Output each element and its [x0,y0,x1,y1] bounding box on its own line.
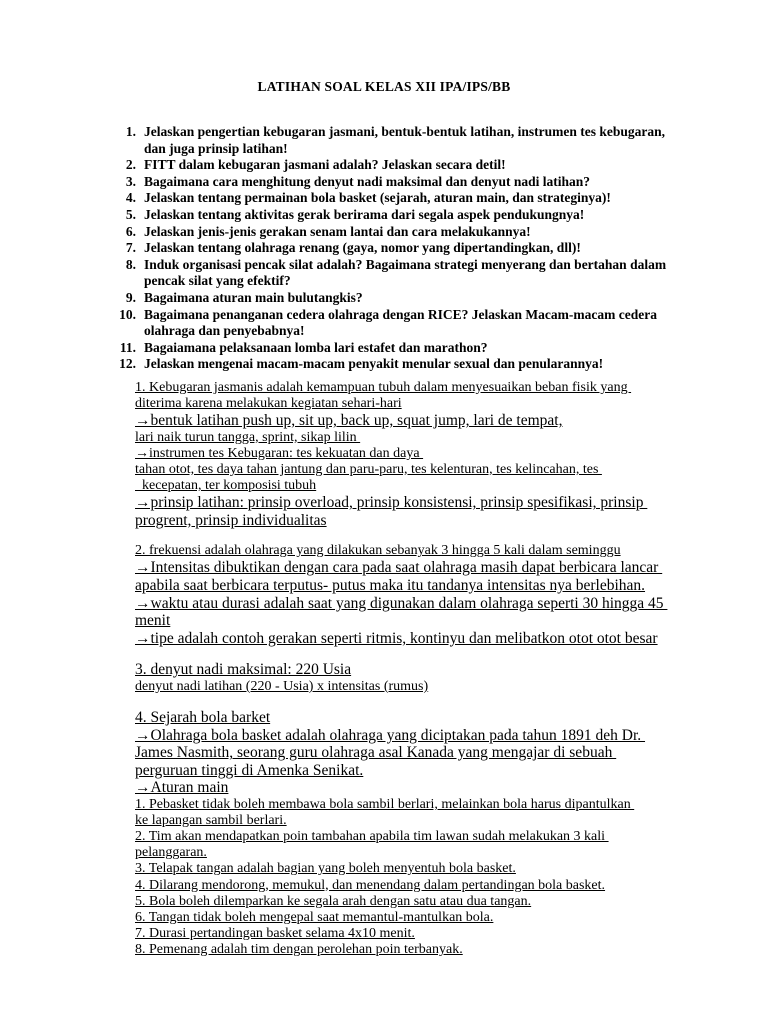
answer-line: 5. Bola boleh dilemparkan ke segala arah dengan satu atau dua tangan. [135,893,532,909]
answer-line: 2. frekuensi adalah olahraga yang dilakukan sebanyak 3 hingga 5 kali dalam seminggu [135,543,621,559]
question-number: 2. [125,157,136,173]
question-text: Bagaimana aturan main bulutangkis? [144,289,363,305]
answer-block [135,380,695,529]
question-item [110,257,670,290]
answer-line: →Olahraga bola basket adalah olahraga yang diciptakan pada tahun 1891 deh Dr. [135,726,646,744]
answer-line: kecepatan, ter komposisi tubuh [135,478,317,494]
answer-line: 1. Kebugaran jasmanis adalah kemampuan tubuh dalam menyesuaikan beban fisik yang [135,380,632,395]
question-number: 8. [125,256,136,272]
answer-line: →Aturan main [135,779,229,797]
question-number: 7. [125,240,136,256]
answer-line: 1. Pebasket tidak boleh membawa bola sambil berlari, melainkan bola harus dipantulkan [135,797,635,813]
answer-block [135,543,695,647]
question-number: 5. [125,206,136,222]
question-number: 3. [125,173,136,189]
answer-block [135,661,695,695]
question-item [110,340,670,357]
answer-line: 6. Tangan tidak boleh mengepal saat memantul-mantulkan bola. [135,909,494,925]
answer-line: 4. Sejarah bola barket [135,709,271,727]
question-item [110,207,670,224]
answer-line: →bentuk latihan push up, sit up, back up, squat jump, lari de tempat, [135,412,563,430]
answer-line: apabila saat berbicara terputus- putus maka itu tandanya intensitas nya berlebihan. [135,577,646,595]
answer-line: 2. Tim akan mendapatkan poin tambahan apabila tim lawan sudah melakukan 3 kali [135,829,609,845]
question-text: Bagaimana cara menghitung denyut nadi maksimal dan denyut nadi latihan? [144,173,590,189]
question-item [110,356,670,373]
question-number: 11. [119,339,136,355]
question-text: Bagaiamana pelaksanaan lomba lari estafet dan marathon? [144,339,488,355]
question-number: 10. [119,306,136,322]
answer-line: denyut nadi latihan (220 - Usia) x intensitas (rumus) [135,679,429,694]
answer-line: tahan otot, tes daya tahan jantung dan paru-paru, tes kelenturan, tes kelincahan, tes [135,461,602,477]
question-number: 1. [125,124,136,139]
answer-line: 7. Durasi pertandingan basket selama 4x10 menit. [135,925,415,941]
question-text: Jelaskan mengenai macam-macam penyakit menular sexual dan penularannya! [144,356,604,372]
page-title: LATIHAN SOAL KELAS XII IPA/IPS/BB [257,79,511,94]
answer-line: James Nasmith, seorang guru olahraga asal Kanada yang mengajar di sebuah [135,744,617,762]
question-text: Jelaskan jenis-jenis gerakan senam lantai dan cara melakukannya! [144,223,531,239]
answer-line: diterima karena melakukan kegiatan sehari-hari [135,396,402,412]
question-text: Jelaskan tentang permainan bola basket (sejarah, aturan main, dan strateginya)! [144,190,611,206]
question-text: Bagaimana penanganan cedera olahraga dengan RICE? Jelaskan Macam-macam cedera olahraga dan penyebabnya! [144,306,657,339]
question-item [110,240,670,257]
question-number: 6. [125,223,136,239]
question-text: Jelaskan tentang aktivitas gerak berirama dari segala aspek pendukungnya! [144,206,585,222]
question-item [110,290,670,307]
answer-line: →waktu atau durasi adalah saat yang digunakan dalam olahraga seperti 30 hingga 45 [135,594,668,612]
answer-line: lari naik turun tangga, sprint, sikap lilin [135,429,361,445]
question-number: 9. [125,289,136,305]
answer-section [135,380,695,958]
answer-line: →Intensitas dibuktikan dengan cara pada saat olahraga masih dapat berbicara lancar [135,559,663,577]
question-number: 4. [125,190,136,206]
answer-line: →instrumen tes Kebugaran: tes kekuatan dan daya [135,445,424,461]
question-item [110,124,670,157]
answer-line: 3. denyut nadi maksimal: 220 Usia [135,661,352,679]
answer-line: →prinsip latihan: prinsip overload, prinsip konsistensi, prinsip spesifikasi, prinsip [135,494,648,512]
answer-line: 3. Telapak tangan adalah bagian yang boleh menyentuh bola basket. [135,861,516,877]
answer-line: 8. Pemenang adalah tim dengan perolehan poin terbanyak. [135,941,463,957]
answer-block [135,709,695,958]
answer-line: ke lapangan sambil berlari. [135,813,287,829]
question-item [110,224,670,241]
question-item [110,307,670,340]
answer-line: →tipe adalah contoh gerakan seperti ritmis, kontinyu dan melibatkon otot otot besar [135,629,658,647]
answer-line: 4. Dilarang mendorong, memukul, dan menendang dalam pertandingan bola basket. [135,877,606,893]
answer-line: progrent, prinsip individualitas [135,511,327,529]
question-number: 12. [119,356,136,372]
question-text: FITT dalam kebugaran jasmani adalah? Jelaskan secara detil! [144,157,506,173]
answer-line: pelanggaran. [135,845,207,861]
question-item [110,174,670,191]
answer-line: menit [135,612,171,630]
question-text: Induk organisasi pencak silat adalah? Bagaimana strategi menyerang dan bertahan dalam pencak silat yang efektif? [144,256,667,289]
question-item [110,190,670,207]
question-list [110,124,670,373]
question-text: Jelaskan pengertian kebugaran jasmani, bentuk-bentuk latihan, instrumen tes kebugaran, dan juga prinsip latihan! [144,124,665,156]
answer-line: perguruan tinggi di Amenka Senikat. [135,761,364,779]
question-text: Jelaskan tentang olahraga renang (gaya, nomor yang dipertandingkan, dll)! [144,240,581,256]
question-item [110,157,670,174]
